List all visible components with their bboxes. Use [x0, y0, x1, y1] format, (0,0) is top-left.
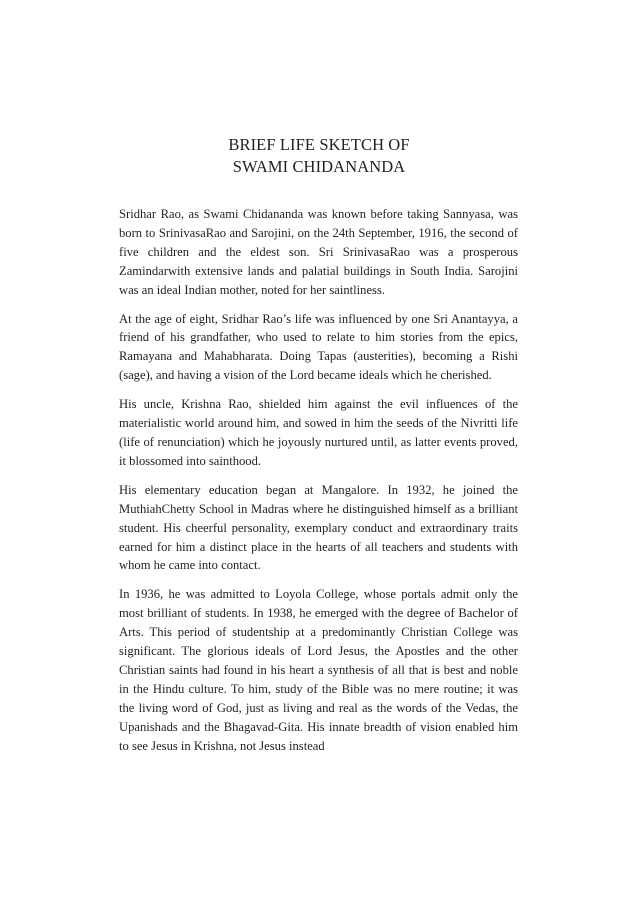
paragraph-3: His uncle, Krishna Rao, shielded him against the evil influences of the materialistic world around him, and sowed in him the seeds of the Nivritti life (life of renunciation) which he joyously nurtured until, as latter events proved, it blossomed into sainthood.	[119, 397, 518, 468]
body-text	[119, 205, 518, 765]
paragraph-2: At the age of eight, Sridhar Rao’s life was influenced by one Sri Anantayya, a friend of his grandfather, who used to relate to him stories from the epics, Ramayana and Mahabharata. Doing Tapas (austerities), becoming a Rishi (sage), and having a vision of the Lord became ideals which he cherished.	[119, 311, 518, 383]
title-line-2: SWAMI CHIDANANDA	[232, 157, 406, 176]
paragraph-1: Sridhar Rao, as Swami Chidananda was known before taking Sannyasa, was born to SrinivasaRao and Sarojini, on the 24th September, 1916, the second of five children and the eldest son. Sri SrinivasaRao was a prosperous Zamindarwith extensive lands and palatial buildings in South India. Sarojini was an ideal Indian mother, noted for her saintliness.	[119, 207, 518, 297]
page-title	[120, 134, 518, 178]
title-line-1: BRIEF LIFE SKETCH OF	[228, 135, 410, 154]
paragraph-5: In 1936, he was admitted to Loyola College, whose portals admit only the most brilliant of students. In 1938, he emerged with the degree of Bachelor of Arts. This period of studentship at a predominantly Christian College was significant. The glorious ideals of Lord Jesus, the Apostles and the other Christian saints had found in his heart a synthesis of all that is best and noble in the Hindu culture. To him, study of the Bible was no mere routine; it was the living word of God, just as living and real as the words of the Vedas, the Upanishads and the Bhagavad-Gita. His innate breadth of vision enabled him to see Jesus in Krishna, not Jesus instead	[119, 587, 518, 753]
paragraph-4: His elementary education began at Mangalore. In 1932, he joined the MuthiahChetty School in Madras where he distinguished himself as a brilliant student. His cheerful personality, exemplary conduct and extraordinary traits earned for him a distinct place in the hearts of all teachers and students with whom he came into contact.	[119, 482, 518, 573]
